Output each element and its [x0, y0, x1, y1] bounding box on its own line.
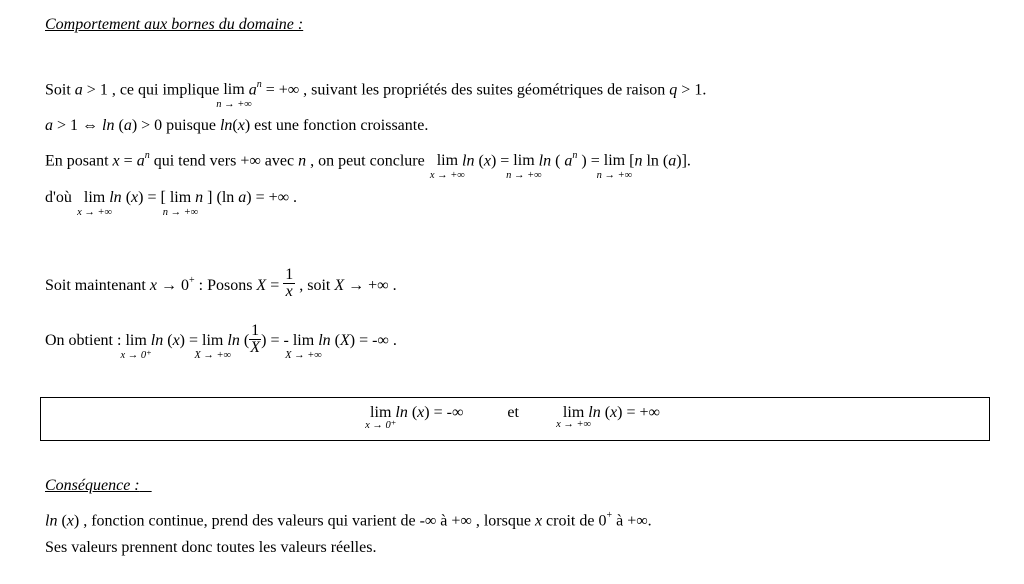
limit-operator: lim n → +∞	[596, 152, 633, 182]
limit-operator: lim n → +∞	[162, 189, 199, 218]
conclusion-statement: d'où lim x → +∞ ln (x) = [ lim n → +∞ n ] (ln a) = +∞ .	[45, 189, 298, 218]
text: > 1.	[677, 81, 707, 99]
substitution-zero: Soit maintenant x → 0+ : Posons X = $\frac{1}{x}$ , soit X → +∞ .	[45, 266, 397, 300]
fraction: $\frac{1}{x}$	[285, 266, 294, 300]
text: = +∞ , suivant les propriétés des suites géométriques de raison	[261, 81, 670, 99]
consequence-text: ln (x) , fonction continue, prend des valeurs qui varient de -∞ à +∞ , lorsque x croit de 0+ à +∞.	[45, 510, 652, 530]
limit-operator: lim x → +∞	[429, 152, 465, 182]
limit-operator: lim x → 0⁺	[365, 404, 397, 431]
exponent: n	[256, 79, 262, 90]
result-statement: On obtient : lim x → 0⁺ ln (x) = lim X → +∞ ln ( $\frac{1}{X}$ ) = - lim X → +∞ ln (X) = -∞ .	[45, 322, 397, 362]
limit-operator: lim X → +∞	[194, 332, 232, 362]
limit-operator: lim x → +∞	[556, 404, 592, 430]
fraction: $\frac{1}{X}$	[250, 322, 261, 356]
limit-operator: lim x → 0⁺	[120, 332, 152, 362]
text: Soit	[45, 81, 75, 99]
limit-operator: lim n → +∞	[216, 81, 252, 111]
final-statement: Ses valeurs prennent donc toutes les valeurs réelles.	[45, 539, 377, 556]
limit-statement-1	[45, 77, 707, 111]
var-a: a	[74, 81, 83, 99]
result-formula: lim x → 0⁺ ln (x) = -∞ et lim x → +∞ ln (x) = +∞	[365, 404, 660, 431]
text: > 1 , ce qui implique	[82, 81, 224, 99]
limit-operator: lim X → +∞	[285, 332, 322, 362]
section-heading: Comportement aux bornes du domaine :	[45, 16, 304, 33]
var-q: q	[669, 81, 678, 99]
consequence-heading: Conséquence :	[45, 477, 140, 494]
var-a: a	[248, 81, 257, 99]
conjunction: et	[507, 404, 519, 421]
limit-operator: lim n → +∞	[506, 152, 542, 182]
limit-operator: lim x → +∞	[77, 189, 113, 218]
equivalence-statement: a > 1 ⇔ ln (a) > 0 puisque ln(x) est une fonction croissante.	[45, 117, 429, 134]
substitution-statement: En posant $x = a^n$ qui tend vers +∞ avec n , on peut conclure lim x → +∞ ln (x) = lim n → +∞ ln ( $a^n$ ) = lim n → +∞ [n ln (a)].	[45, 150, 691, 182]
result-box	[40, 397, 990, 441]
